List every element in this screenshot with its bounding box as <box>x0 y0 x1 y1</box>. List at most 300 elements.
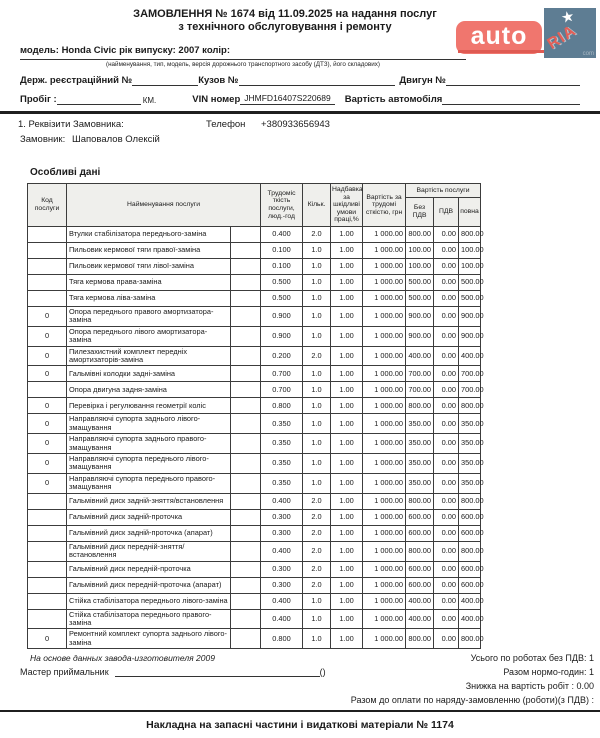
cell-blank <box>231 509 261 525</box>
services-table <box>27 183 484 649</box>
cell-name: Тяга кермова права-заміна <box>67 275 231 291</box>
cell-qty: 1.0 <box>303 326 331 346</box>
cell-labor: 0.800 <box>261 398 303 414</box>
car-value-field <box>442 94 580 105</box>
cell-vat: 0.00 <box>434 307 459 327</box>
cell-code <box>28 593 67 609</box>
cell-name: Гальмівний диск передній-проточка (апарат) <box>67 577 231 593</box>
cell-no_vat: 600.00 <box>406 561 434 577</box>
cell-surcharge: 1.00 <box>331 473 363 493</box>
cell-labor: 0.700 <box>261 366 303 382</box>
service-row <box>28 509 481 525</box>
master-paren: () <box>319 667 326 678</box>
cell-vat: 0.00 <box>434 398 459 414</box>
service-row <box>28 577 481 593</box>
cell-vat: 0.00 <box>434 414 459 434</box>
cell-labor: 0.800 <box>261 629 303 649</box>
cell-name: Стійка стабілізатора переднього лівого-заміна <box>67 593 231 609</box>
cell-full: 900.00 <box>459 326 481 346</box>
cell-blank <box>231 227 261 243</box>
cell-labor_cost: 1 000.00 <box>363 541 406 561</box>
cell-vat: 0.00 <box>434 509 459 525</box>
cell-vat: 0.00 <box>434 346 459 366</box>
cell-labor_cost: 1 000.00 <box>363 577 406 593</box>
cell-name: Стійка стабілізатора переднього правого-заміна <box>67 609 231 629</box>
mileage-field <box>57 94 141 105</box>
header-name: Найменування послуги <box>67 184 261 227</box>
cell-full: 800.00 <box>459 398 481 414</box>
service-row <box>28 434 481 454</box>
cell-name: Направляючі супорта переднього лівого-змащування <box>67 454 231 474</box>
cell-blank <box>231 275 261 291</box>
customer-name-row <box>20 134 600 145</box>
customer-label: Замовник: <box>20 134 66 145</box>
cell-name: Гальмівний диск задній-проточка (апарат) <box>67 525 231 541</box>
master-signature-field <box>115 667 320 677</box>
cell-blank <box>231 593 261 609</box>
cell-qty: 2.0 <box>303 525 331 541</box>
cell-code: 0 <box>28 473 67 493</box>
cell-vat: 0.00 <box>434 366 459 382</box>
cell-code <box>28 509 67 525</box>
cell-blank <box>231 243 261 259</box>
cell-surcharge: 1.00 <box>331 382 363 398</box>
cell-surcharge: 1.00 <box>331 366 363 382</box>
cell-labor: 0.400 <box>261 227 303 243</box>
cell-labor_cost: 1 000.00 <box>363 434 406 454</box>
engine-number-label: Двигун № <box>399 75 446 86</box>
cell-surcharge: 1.00 <box>331 227 363 243</box>
cell-labor: 0.350 <box>261 473 303 493</box>
cell-qty: 1.0 <box>303 382 331 398</box>
header-labor-cost: Вартість за трудомі сткістю, грн <box>363 184 406 227</box>
cell-labor_cost: 1 000.00 <box>363 593 406 609</box>
cell-code: 0 <box>28 398 67 414</box>
cell-labor: 0.100 <box>261 243 303 259</box>
cell-blank <box>231 291 261 307</box>
cell-full: 350.00 <box>459 454 481 474</box>
cell-name: Перевірка і регулювання геометрії коліс <box>67 398 231 414</box>
car-value-label: Вартість автомобіля <box>344 94 443 105</box>
cell-qty: 1.0 <box>303 398 331 414</box>
cell-blank <box>231 398 261 414</box>
cell-full: 350.00 <box>459 434 481 454</box>
cell-full: 700.00 <box>459 366 481 382</box>
service-row <box>28 366 481 382</box>
cell-code: 0 <box>28 414 67 434</box>
cell-vat: 0.00 <box>434 493 459 509</box>
header-divider <box>0 111 600 114</box>
cell-surcharge: 1.00 <box>331 414 363 434</box>
cell-qty: 1.0 <box>303 434 331 454</box>
cell-code <box>28 493 67 509</box>
cell-name: Тяга кермова ліва-заміна <box>67 291 231 307</box>
logo-com-text: com <box>582 51 594 57</box>
cell-labor: 0.300 <box>261 577 303 593</box>
cell-name: Направляючі супорта переднього правого-змащування <box>67 473 231 493</box>
customer-requisites-row <box>18 119 600 130</box>
cell-blank <box>231 493 261 509</box>
cell-full: 350.00 <box>459 473 481 493</box>
cell-vat: 0.00 <box>434 593 459 609</box>
service-row <box>28 629 481 649</box>
cell-vat: 0.00 <box>434 259 459 275</box>
discount-row: Знижка на вартість робіт : 0.00 <box>465 681 594 692</box>
cell-code <box>28 609 67 629</box>
cell-labor_cost: 1 000.00 <box>363 243 406 259</box>
service-row <box>28 473 481 493</box>
cell-labor: 0.200 <box>261 346 303 366</box>
cell-no_vat: 350.00 <box>406 473 434 493</box>
cell-code <box>28 541 67 561</box>
cell-blank <box>231 473 261 493</box>
cell-code: 0 <box>28 366 67 382</box>
cell-code <box>28 561 67 577</box>
cell-surcharge: 1.00 <box>331 326 363 346</box>
cell-name: Ремонтний комплект супорта заднього лівого-заміна <box>67 629 231 649</box>
cell-name: Втулки стабілізатора переднього-заміна <box>67 227 231 243</box>
service-row <box>28 382 481 398</box>
cell-qty: 2.0 <box>303 541 331 561</box>
total-no-vat: Усього по роботах без ПДВ: 1 <box>470 653 594 664</box>
km-unit-label: КМ. <box>142 96 157 105</box>
cell-qty: 1.0 <box>303 454 331 474</box>
service-row <box>28 307 481 327</box>
cell-surcharge: 1.00 <box>331 291 363 307</box>
cell-code <box>28 577 67 593</box>
reg-number-label: Держ. реєстраційний № <box>20 75 133 86</box>
cell-qty: 1.0 <box>303 593 331 609</box>
cell-labor_cost: 1 000.00 <box>363 227 406 243</box>
cell-labor_cost: 1 000.00 <box>363 525 406 541</box>
cell-qty: 1.0 <box>303 243 331 259</box>
cell-blank <box>231 414 261 434</box>
body-number-label: Кузов № <box>198 75 239 86</box>
auto-logo-text: auto <box>456 21 542 54</box>
cell-labor_cost: 1 000.00 <box>363 509 406 525</box>
cell-full: 100.00 <box>459 259 481 275</box>
cell-labor: 0.900 <box>261 307 303 327</box>
totals-footer <box>0 653 600 705</box>
service-row <box>28 326 481 346</box>
cell-blank <box>231 307 261 327</box>
cell-qty: 1.0 <box>303 629 331 649</box>
mileage-vin-row <box>20 93 580 105</box>
cell-full: 800.00 <box>459 227 481 243</box>
cell-qty: 1.0 <box>303 291 331 307</box>
service-row <box>28 525 481 541</box>
cell-no_vat: 400.00 <box>406 346 434 366</box>
cell-code <box>28 382 67 398</box>
cell-blank <box>231 577 261 593</box>
service-row <box>28 609 481 629</box>
cell-no_vat: 100.00 <box>406 259 434 275</box>
cell-no_vat: 700.00 <box>406 382 434 398</box>
service-row <box>28 346 481 366</box>
header-vat: ПДВ <box>434 198 459 227</box>
cell-code <box>28 525 67 541</box>
service-row <box>28 454 481 474</box>
phone-label: Телефон <box>206 119 246 130</box>
cell-no_vat: 100.00 <box>406 243 434 259</box>
cell-labor: 0.400 <box>261 541 303 561</box>
model-note: (найменування, тип, модель, версія дорожнього транспортного засобу (ДТЗ), його складових) <box>105 61 381 68</box>
services-table-body <box>28 227 484 649</box>
cell-labor: 0.100 <box>261 259 303 275</box>
cell-no_vat: 400.00 <box>406 609 434 629</box>
cell-surcharge: 1.00 <box>331 561 363 577</box>
cell-vat: 0.00 <box>434 326 459 346</box>
service-row <box>28 414 481 434</box>
cell-qty: 2.0 <box>303 227 331 243</box>
cell-name: Гальмівний диск задній-проточка <box>67 509 231 525</box>
cell-blank <box>231 454 261 474</box>
service-row <box>28 541 481 561</box>
cell-labor: 0.500 <box>261 275 303 291</box>
cell-blank <box>231 434 261 454</box>
special-data-title: Особливі дані <box>30 167 101 178</box>
cell-labor_cost: 1 000.00 <box>363 382 406 398</box>
cell-code <box>28 291 67 307</box>
cell-surcharge: 1.00 <box>331 259 363 275</box>
cell-full: 400.00 <box>459 593 481 609</box>
cell-labor_cost: 1 000.00 <box>363 346 406 366</box>
cell-no_vat: 800.00 <box>406 629 434 649</box>
customer-section-title: 1. Реквізити Замовника: <box>18 119 124 130</box>
cell-vat: 0.00 <box>434 577 459 593</box>
cell-vat: 0.00 <box>434 382 459 398</box>
master-label: Мастер приймальник <box>20 667 109 678</box>
model-line <box>20 40 466 60</box>
cell-labor: 0.300 <box>261 509 303 525</box>
cell-surcharge: 1.00 <box>331 434 363 454</box>
ria-logo-text: RIA <box>544 22 580 54</box>
cell-blank <box>231 609 261 629</box>
cell-labor: 0.700 <box>261 382 303 398</box>
cell-no_vat: 600.00 <box>406 525 434 541</box>
cell-code: 0 <box>28 346 67 366</box>
cell-code: 0 <box>28 629 67 649</box>
cell-no_vat: 350.00 <box>406 434 434 454</box>
cell-labor: 0.900 <box>261 326 303 346</box>
service-row <box>28 227 481 243</box>
cell-blank <box>231 629 261 649</box>
engine-number-field <box>446 75 580 86</box>
cell-no_vat: 400.00 <box>406 593 434 609</box>
cell-vat: 0.00 <box>434 227 459 243</box>
header-qty: Кільк. <box>303 184 331 227</box>
header-full: повна <box>459 198 481 227</box>
cell-surcharge: 1.00 <box>331 493 363 509</box>
cell-full: 800.00 <box>459 629 481 649</box>
cell-no_vat: 900.00 <box>406 326 434 346</box>
cell-labor: 0.350 <box>261 434 303 454</box>
customer-name: Шаповалов Олексій <box>72 134 160 145</box>
cell-full: 800.00 <box>459 493 481 509</box>
cell-code <box>28 259 67 275</box>
cell-labor: 0.400 <box>261 493 303 509</box>
cell-full: 900.00 <box>459 307 481 327</box>
cell-full: 500.00 <box>459 275 481 291</box>
cell-surcharge: 1.00 <box>331 454 363 474</box>
cell-vat: 0.00 <box>434 434 459 454</box>
cell-full: 700.00 <box>459 382 481 398</box>
cell-code <box>28 275 67 291</box>
master-row <box>0 665 600 677</box>
cell-qty: 2.0 <box>303 577 331 593</box>
service-row <box>28 398 481 414</box>
cell-name: Гальмівний диск задній-зняття/встановлення <box>67 493 231 509</box>
total-due-row: Разом до оплати по наряду-замовленню (роботи)(з ПДВ) : <box>350 695 594 706</box>
cell-name: Гальмівні колодки задні-заміна <box>67 366 231 382</box>
cell-code <box>28 227 67 243</box>
cell-vat: 0.00 <box>434 243 459 259</box>
source-note: На основе данных завода-изготовителя 2009 <box>30 653 215 664</box>
cell-vat: 0.00 <box>434 609 459 629</box>
cell-qty: 1.0 <box>303 609 331 629</box>
cell-no_vat: 350.00 <box>406 414 434 434</box>
cell-no_vat: 500.00 <box>406 275 434 291</box>
cell-code: 0 <box>28 434 67 454</box>
cell-blank <box>231 366 261 382</box>
cell-full: 350.00 <box>459 414 481 434</box>
cell-labor_cost: 1 000.00 <box>363 366 406 382</box>
cell-labor_cost: 1 000.00 <box>363 473 406 493</box>
cell-qty: 2.0 <box>303 509 331 525</box>
cell-blank <box>231 259 261 275</box>
cell-full: 600.00 <box>459 561 481 577</box>
totals-row-1 <box>0 653 600 663</box>
cell-name: Направляючі супорта заднього лівого-змащування <box>67 414 231 434</box>
cell-qty: 2.0 <box>303 561 331 577</box>
cell-labor_cost: 1 000.00 <box>363 629 406 649</box>
cell-no_vat: 700.00 <box>406 366 434 382</box>
services-table-header <box>28 184 481 227</box>
cell-labor: 0.300 <box>261 561 303 577</box>
model-text: модель: Honda Civic рік випуску: 2007 колір: <box>20 45 231 56</box>
cell-surcharge: 1.00 <box>331 243 363 259</box>
cell-qty: 1.0 <box>303 414 331 434</box>
service-row <box>28 243 481 259</box>
cell-labor: 0.300 <box>261 525 303 541</box>
cell-blank <box>231 326 261 346</box>
cell-surcharge: 1.00 <box>331 541 363 561</box>
cell-name: Опора переднього правого амортизатора-заміна <box>67 307 231 327</box>
invoice-title: Накладна на запасні частини і видаткові матеріали № 1174 <box>146 719 454 732</box>
title-line-2: з технічного обслуговування і ремонту <box>178 21 392 33</box>
cell-labor_cost: 1 000.00 <box>363 493 406 509</box>
cell-qty: 1.0 <box>303 307 331 327</box>
cell-labor_cost: 1 000.00 <box>363 609 406 629</box>
header-surcharge: Надбавка за шкідливі умови праці,% <box>331 184 363 227</box>
cell-no_vat: 600.00 <box>406 509 434 525</box>
cell-name: Пильовик кермової тяги правої-заміна <box>67 243 231 259</box>
cell-surcharge: 1.00 <box>331 609 363 629</box>
cell-vat: 0.00 <box>434 629 459 649</box>
cell-labor_cost: 1 000.00 <box>363 561 406 577</box>
service-row <box>28 493 481 509</box>
cell-vat: 0.00 <box>434 525 459 541</box>
cell-surcharge: 1.00 <box>331 629 363 649</box>
body-number-field <box>239 75 396 86</box>
cell-qty: 2.0 <box>303 346 331 366</box>
cell-name: Пильовик кермової тяги лівої-заміна <box>67 259 231 275</box>
service-row <box>28 291 481 307</box>
header-no-vat: Без ПДВ <box>406 198 434 227</box>
cell-qty: 1.0 <box>303 366 331 382</box>
cell-surcharge: 1.00 <box>331 275 363 291</box>
cell-labor_cost: 1 000.00 <box>363 259 406 275</box>
cell-vat: 0.00 <box>434 291 459 307</box>
phone-value: +380933656943 <box>261 119 330 130</box>
cell-blank <box>231 525 261 541</box>
cell-labor: 0.350 <box>261 414 303 434</box>
cell-no_vat: 600.00 <box>406 577 434 593</box>
cell-name: Пилезахистний комплект передніх амортизаторів-заміна <box>67 346 231 366</box>
cell-labor_cost: 1 000.00 <box>363 398 406 414</box>
vin-label: VIN номер <box>192 94 241 105</box>
cell-full: 600.00 <box>459 577 481 593</box>
vin-value: JHMFD16407S220689 <box>240 93 334 105</box>
cell-no_vat: 800.00 <box>406 493 434 509</box>
cell-no_vat: 800.00 <box>406 398 434 414</box>
cell-name: Гальмівний диск передній-проточка <box>67 561 231 577</box>
cell-no_vat: 900.00 <box>406 307 434 327</box>
cell-qty: 2.0 <box>303 493 331 509</box>
cell-surcharge: 1.00 <box>331 577 363 593</box>
cell-name: Гальмівний диск передній-зняття/встановлення <box>67 541 231 561</box>
title-line-1: ЗАМОВЛЕННЯ № 1674 від 11.09.2025 на надання послуг <box>133 8 437 20</box>
cell-vat: 0.00 <box>434 541 459 561</box>
cell-surcharge: 1.00 <box>331 307 363 327</box>
cell-labor_cost: 1 000.00 <box>363 454 406 474</box>
service-row <box>28 259 481 275</box>
cell-vat: 0.00 <box>434 454 459 474</box>
cell-code <box>28 243 67 259</box>
cell-blank <box>231 346 261 366</box>
footer-divider <box>0 710 600 712</box>
service-row <box>28 275 481 291</box>
cell-full: 600.00 <box>459 525 481 541</box>
cell-full: 500.00 <box>459 291 481 307</box>
cell-no_vat: 800.00 <box>406 227 434 243</box>
cell-name: Направляючі супорта заднього правого-змащування <box>67 434 231 454</box>
cell-surcharge: 1.00 <box>331 525 363 541</box>
cell-blank <box>231 561 261 577</box>
cell-no_vat: 350.00 <box>406 454 434 474</box>
cell-code: 0 <box>28 326 67 346</box>
cell-labor_cost: 1 000.00 <box>363 275 406 291</box>
registration-row <box>20 75 580 86</box>
cell-full: 800.00 <box>459 541 481 561</box>
total-hours: Разом нормо-годин: 1 <box>503 667 594 678</box>
cell-no_vat: 800.00 <box>406 541 434 561</box>
autoria-logo <box>456 8 596 58</box>
star-icon: ★ <box>559 7 577 28</box>
cell-qty: 1.0 <box>303 275 331 291</box>
header-labor: Трудоміс ткість послуги, люд.-год <box>261 184 303 227</box>
service-row <box>28 593 481 609</box>
cell-name: Опора переднього лівого амортизатора-заміна <box>67 326 231 346</box>
header-code: Код послуги <box>28 184 67 227</box>
cell-full: 400.00 <box>459 346 481 366</box>
cell-code: 0 <box>28 454 67 474</box>
cell-surcharge: 1.00 <box>331 346 363 366</box>
cell-no_vat: 500.00 <box>406 291 434 307</box>
cell-code: 0 <box>28 307 67 327</box>
cell-vat: 0.00 <box>434 275 459 291</box>
cell-full: 600.00 <box>459 509 481 525</box>
